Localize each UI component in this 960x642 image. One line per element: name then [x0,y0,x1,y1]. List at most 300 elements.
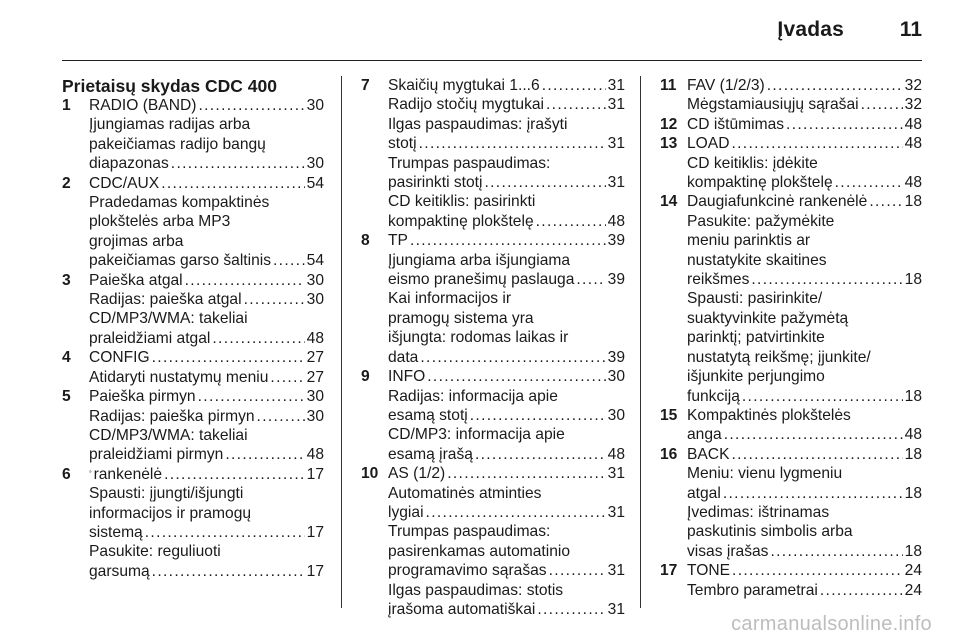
entry-text [687,270,749,289]
index-line [388,542,625,561]
entry-text [89,212,230,231]
entry-text-value: visas įrašas [687,542,769,560]
page-reference: 48 [306,446,324,464]
entry-text-value: reikšmes [687,271,750,289]
page-reference: 48 [607,445,625,463]
index-entry [62,387,324,465]
entry-text [687,115,784,134]
entry-text-value: suaktyvinkite pažymėtą [687,309,849,327]
entry-text-value: Spausti: įjungti/išjungti [89,485,244,503]
index-entry [660,115,922,134]
entry-text [89,193,269,212]
dot-leader [212,329,304,348]
index-line-with-page [687,581,922,600]
index-line-with-page [89,445,324,464]
index-line [687,154,922,173]
entry-text [388,503,424,522]
index-entry [660,561,922,600]
entry-number: 11 [660,77,677,94]
dot-leader [171,154,305,173]
dot-leader [484,173,605,192]
entry-text-value: lygiai [388,503,424,521]
entry-text [687,387,740,406]
entry-text-value: BACK [687,445,730,463]
index-line [388,115,625,134]
entry-text-value: CDC/AUX [89,174,160,192]
entry-text-value: FAV (1/2/3) [687,77,765,94]
entry-text-value: anga [687,426,722,444]
entry-text [687,76,765,95]
index-entry [660,192,922,405]
entry-number: 15 [660,406,678,424]
entry-text [687,134,729,153]
entry-text-value: Tembro parametrai [687,581,818,599]
index-line [687,522,922,541]
dot-leader [820,581,903,600]
watermark: carmanualsonline.info [731,613,932,635]
entry-text [388,134,417,153]
index-entry [660,445,922,561]
page-reference: 54 [306,174,324,192]
index-line [89,484,324,503]
dot-leader [426,503,606,522]
entry-text [687,464,842,483]
entry-text [388,289,511,308]
page-reference: 48 [306,329,324,347]
index-line [687,231,922,250]
index-line-with-page [89,523,324,542]
index-line [687,309,922,328]
entry-text-value: pakeičiamas garso šaltinis [89,252,272,270]
dot-leader [536,212,606,231]
index-line [89,309,324,328]
index-line-with-page [388,76,625,95]
entry-text-value: Pradedamas kompaktinės [89,194,270,212]
entry-text [89,329,210,348]
entry-text-value: praleidžiami pirmyn [89,446,224,464]
entry-text [388,212,534,231]
index-line-with-page [687,387,922,406]
index-line-with-page [687,561,922,580]
entry-text [687,503,829,522]
chapter-title: Įvadas [777,18,844,41]
index-line-with-page [687,542,922,561]
index-line-with-page [687,270,922,289]
entry-text [388,154,550,173]
page-reference: 31 [607,96,625,114]
index-entry [660,76,922,115]
page-reference: 17 [306,523,324,541]
entry-text [687,581,818,600]
section-title: Prietaisų skydas CDC 400 [62,76,277,96]
index-line [89,135,324,154]
index-line-with-page [89,290,324,309]
page-reference: 48 [607,212,625,230]
index-column-2 [361,76,625,619]
entry-text [687,251,827,270]
dot-leader [767,76,903,95]
entry-text-value: sistemą [89,523,143,541]
entry-text [94,465,163,484]
page-header [0,0,960,62]
entry-text [388,484,541,503]
index-entry [660,406,922,445]
page-reference: 18 [904,542,922,560]
entry-text-value: CONFIG [89,349,150,367]
entry-text-value: pramogų sistema yra [388,309,534,327]
index-entry [361,464,625,619]
entry-text-value: paskutinis simbolis arba [687,523,853,541]
page-reference: 31 [607,600,625,618]
entry-text-value: išjunkite perjungimo [687,368,825,386]
entry-text-value: Skaičių mygtukai 1...6 [388,77,540,94]
entry-text [687,231,810,250]
index-line [687,367,922,386]
index-line-with-page [687,484,922,503]
dot-leader [164,465,305,484]
dot-leader [770,542,902,561]
entry-text-value: Pasukite: pažymėkite [687,212,835,230]
dot-leader [410,231,606,250]
entry-text-value: diapazonas [89,155,169,173]
page-reference: 54 [306,252,324,270]
index-line-with-page [89,368,324,387]
entry-text [388,542,570,561]
dot-leader [427,367,605,386]
entry-text-value: Įvedimas: ištrinamas [687,503,830,521]
page-reference: 30 [306,291,324,309]
index-line-with-page [388,212,625,231]
index-entry [62,465,324,581]
index-line-with-page [89,329,324,348]
page-reference: 18 [904,387,922,405]
dot-leader [731,134,902,153]
entry-text [89,562,150,581]
entry-text-value: grojimas arba [89,232,184,250]
dot-leader [731,445,902,464]
dot-leader [145,523,305,542]
index-line-with-page [388,95,625,114]
entry-text-value: plokštelės arba MP3 [89,213,231,231]
entry-text [388,464,445,483]
page-reference: 30 [607,368,625,386]
entry-text-value: stotį [388,135,417,153]
index-entry [62,271,324,349]
entry-text [388,522,550,541]
dot-leader [475,445,606,464]
index-entry [660,134,922,192]
index-line [687,503,922,522]
entry-text-value: praleidžiami atgal [89,329,211,347]
dot-leader [270,368,304,387]
entry-text-value: CD keitiklis: pasirinkti [388,193,536,211]
dot-leader [447,464,605,483]
entry-text-value: Įjungiama arba išjungiama [388,251,571,269]
dot-leader [742,387,903,406]
entry-text-value: Paieška pirmyn [89,388,196,406]
page-reference: 31 [607,562,625,580]
dot-leader [549,561,606,580]
entry-text [89,445,223,464]
entry-text [687,348,871,367]
entry-text-value: parinktį; patvirtinkite [687,329,825,347]
page-reference: 18 [904,484,922,502]
entry-text-value: AS (1/2) [388,465,446,483]
entry-number: 12 [660,115,678,133]
entry-text [388,192,535,211]
dot-leader [724,425,903,444]
index-entry [361,231,625,367]
page-reference: 39 [607,348,625,366]
entry-text-value: rankenėlė [93,465,163,483]
entry-text [388,173,482,192]
entry-text [687,154,818,173]
entry-text-value: Radijas: paieška pirmyn [89,407,255,425]
entry-number: 7 [361,77,370,94]
entry-number: 17 [660,562,678,580]
entry-text [687,542,768,561]
entry-text-value: įrašoma automatiškai [388,600,536,618]
entry-text [89,309,248,328]
dot-leader [542,76,606,95]
entry-number: 13 [660,135,678,153]
entry-number: 2 [62,174,71,192]
entry-text-value: Automatinės atminties [388,484,542,502]
entry-text-value: Meniu: vienu lygmeniu [687,465,843,483]
dot-leader [732,561,903,580]
page-reference: 32 [904,96,922,114]
index-line [89,115,324,134]
entry-text [687,328,825,347]
page-reference: 18 [904,445,922,463]
page-reference: 27 [306,368,324,386]
page-reference: 30 [306,155,324,173]
entry-text-value: informacijos ir pramogų [89,504,252,522]
entry-text-value: CD keitiklis: įdėkite [687,154,818,172]
page-reference: 30 [306,388,324,406]
entry-text-value: Ilgas paspaudimas: įrašyti [388,115,568,133]
page-reference: 48 [904,174,922,192]
entry-text-value: INFO [388,368,426,386]
index-line-with-page [89,154,324,173]
entry-text-value: eismo pranešimų paslauga [388,271,575,289]
dot-leader [869,192,902,211]
index-line-with-page [89,407,324,426]
index-line-with-page [388,367,625,386]
index-line-with-page [89,251,324,270]
entry-text-value: TONE [687,562,731,580]
entry-text [388,95,544,114]
entry-text-value: CD ištūmimas [687,115,785,133]
index-line [89,232,324,251]
index-line-with-page [388,173,625,192]
page-reference: 39 [607,232,625,250]
entry-text-value: Paieška atgal [89,271,183,289]
index-line-with-page [388,445,625,464]
index-line-with-page [388,464,625,483]
index-line [388,328,625,347]
entry-number: 4 [62,349,71,367]
dot-leader [225,445,304,464]
entry-text-value: Atidaryti nustatymų meniu [89,368,269,386]
entry-text-value: Kompaktinės plokštelės [687,406,851,424]
entry-text-value: kompaktinę plokštelę [388,212,534,230]
page-reference: 24 [904,562,922,580]
page-reference: 30 [607,406,625,424]
entry-text [687,192,867,211]
entry-text [89,115,250,134]
page-reference: 18 [904,193,922,211]
dot-leader [273,251,305,270]
entry-text [89,368,268,387]
index-column-3 [660,76,922,600]
entry-text-value: garsumą [89,562,150,580]
entry-text-value: CD/MP3: informacija apie [388,426,565,444]
index-line [89,212,324,231]
entry-text [89,271,183,290]
power-icon [89,465,92,478]
entry-text-value: RADIO (BAND) [89,97,197,114]
entry-text [687,95,859,114]
entry-text [89,154,169,173]
index-line [687,464,922,483]
index-line [687,348,922,367]
entry-text [89,96,196,115]
entry-text [388,309,534,328]
entry-text-value: Spausti: pasirinkite/ [687,290,823,308]
entry-text-value: CD/MP3/WMA: takeliai [89,426,248,444]
entry-text-value: nustatytą reikšmę; įjunkite/ [687,348,871,366]
page-reference: 48 [904,426,922,444]
entry-text [687,173,833,192]
page-reference: 27 [306,349,324,367]
dot-leader [244,290,305,309]
entry-text [89,504,251,523]
dot-leader [751,270,902,289]
entry-text-value: Radijas: informacija apie [388,387,558,405]
entry-text [388,76,540,95]
page-reference: 17 [306,465,324,483]
entry-text [89,348,150,367]
index-line [388,251,625,270]
index-line [89,504,324,523]
page-reference: 31 [607,135,625,153]
entry-text [687,406,851,425]
column-divider [341,76,342,608]
index-line [388,387,625,406]
column-divider [640,76,641,608]
entry-text-value: Trumpas paspaudimas: [388,154,551,172]
index-line [388,192,625,211]
index-entry [361,367,625,464]
index-line-with-page [388,270,625,289]
index-line-with-page [89,387,324,406]
dot-leader [185,271,305,290]
index-line [388,522,625,541]
index-line-with-page [388,406,625,425]
dot-leader [161,174,304,193]
entry-text-value: Daugiafunkcinė rankenėlė [687,193,868,211]
entry-text-value: pasirinkti stotį [388,174,483,192]
dot-leader [576,270,605,289]
entry-text [89,251,271,270]
index-column-1 [62,76,324,581]
index-line-with-page [687,115,922,134]
entry-text-value: Trumpas paspaudimas: [388,523,551,541]
page-reference: 31 [607,174,625,192]
index-line [388,309,625,328]
entry-text [89,232,183,251]
page-reference: 30 [306,407,324,425]
dot-leader [861,95,903,114]
entry-text-value: Radijas: paieška atgal [89,291,242,309]
dot-leader [152,348,305,367]
index-line-with-page [89,96,324,115]
entry-text-value: LOAD [687,135,730,153]
index-line-with-page [687,445,922,464]
entry-text [687,445,729,464]
entry-text [687,484,721,503]
index-entry [62,96,324,174]
page-reference: 31 [607,77,625,94]
entry-number: 1 [62,97,71,114]
index-line-with-page [687,95,922,114]
index-line-with-page [89,271,324,290]
entry-text [388,445,473,464]
entry-text [388,367,425,386]
index-line-with-page [89,348,324,367]
index-entry [361,76,625,231]
entry-text [388,406,468,425]
page-reference: 31 [607,465,625,483]
entry-text [89,174,159,193]
dot-leader [420,348,605,367]
index-line-with-page [687,134,922,153]
entry-text [388,115,567,134]
entry-text-value: programavimo sąrašas [388,562,547,580]
index-line-with-page [89,465,324,484]
page-reference: 48 [904,135,922,153]
index-entry [62,348,324,387]
index-line-with-page [388,134,625,153]
entry-text [388,270,574,289]
entry-number: 3 [62,271,71,289]
dot-leader [786,115,903,134]
dot-leader [198,387,305,406]
page-number: 11 [899,18,922,41]
index-line [388,425,625,444]
entry-text-value: Ilgas paspaudimas: stotis [388,581,564,599]
index-line [687,289,922,308]
page-reference: 39 [607,271,625,289]
page-reference: 30 [306,271,324,289]
index-line-with-page [89,174,324,193]
entry-number: 6 [62,465,71,483]
index-line [388,154,625,173]
entry-text [687,309,848,328]
page-reference: 32 [904,77,922,94]
entry-text [89,135,266,154]
index-entry [62,174,324,271]
index-line [687,251,922,270]
entry-text-value: nustatykite skaitines [687,251,827,269]
entry-text [388,581,563,600]
index-line [388,581,625,600]
entry-number: 14 [660,193,678,211]
index-line [388,289,625,308]
index-line [687,406,922,425]
index-line [388,484,625,503]
